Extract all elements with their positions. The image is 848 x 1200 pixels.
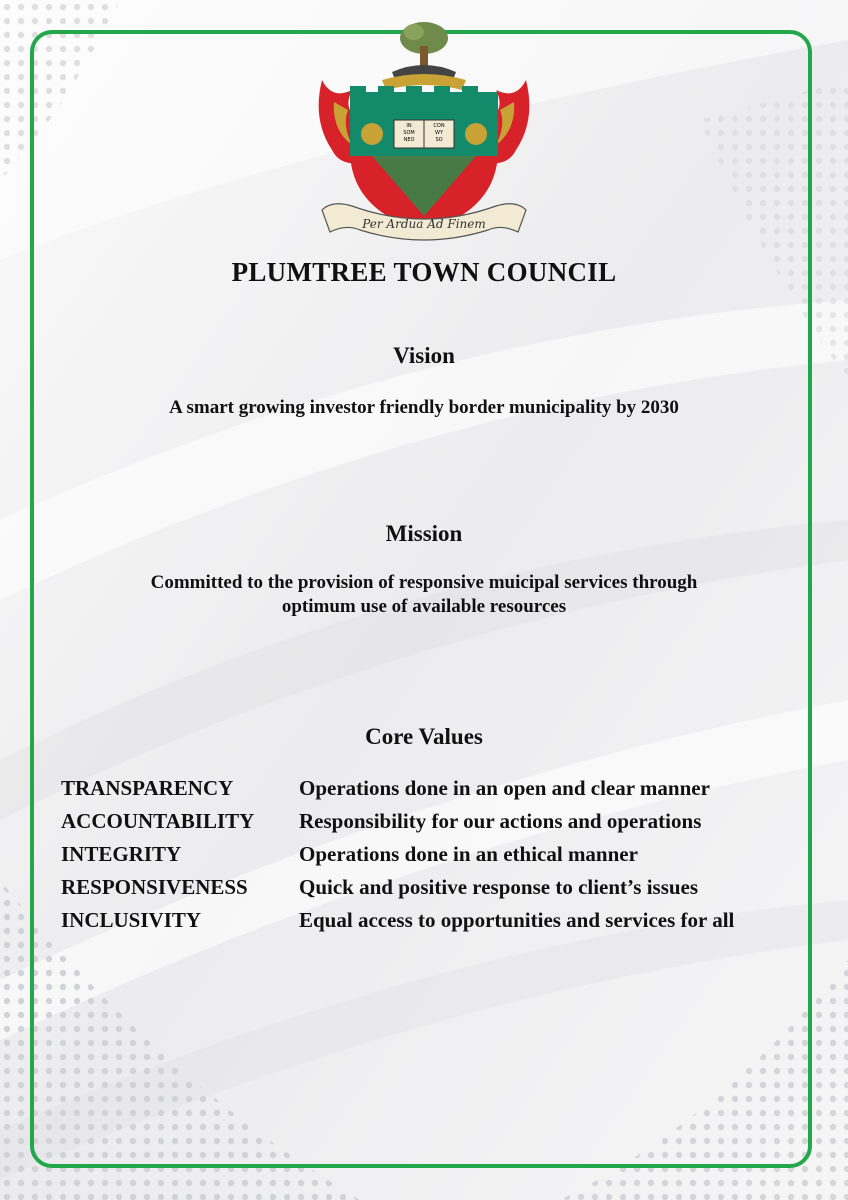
core-value-name: INCLUSIVITY	[61, 908, 202, 932]
mission-heading: Mission	[385, 521, 463, 546]
core-value-description: Operations done in an ethical manner	[299, 842, 638, 866]
core-value-description: Responsibility for our actions and operations	[299, 809, 702, 833]
crest-book-text-6: SO	[435, 137, 443, 143]
core-value-row	[61, 840, 821, 873]
crest-motto: Per Ardua Ad Finem	[362, 217, 486, 231]
core-value-row	[61, 807, 821, 840]
core-value-row	[61, 774, 821, 807]
core-values-heading: Core Values	[365, 724, 483, 749]
crest-book-text-2: SOM	[403, 130, 415, 136]
page-title: PLUMTREE TOWN COUNCIL	[231, 257, 617, 287]
core-value-name: TRANSPARENCY	[61, 776, 234, 800]
core-value-description: Operations done in an open and clear manner	[299, 776, 710, 800]
core-value-row	[61, 906, 821, 939]
core-values-list	[61, 774, 821, 939]
crest-book-text-1: IN	[406, 123, 412, 129]
core-value-row	[61, 873, 821, 906]
vision-heading: Vision	[393, 343, 455, 368]
vision-statement: A smart growing investor friendly border municipality by 2030	[169, 397, 679, 418]
core-value-description: Quick and positive response to client’s issues	[299, 875, 699, 899]
coat-of-arms-logo	[312, 10, 536, 248]
crest-book-text-3: NEO	[403, 137, 415, 143]
mission-line-2: optimum use of available resources	[281, 596, 567, 617]
core-value-name: INTEGRITY	[61, 842, 182, 866]
core-value-description: Equal access to opportunities and services for all	[299, 908, 735, 932]
crest-book-text-4: CON	[433, 123, 445, 129]
core-value-name: RESPONSIVENESS	[61, 875, 248, 899]
crest-book-text-5: WY	[435, 130, 443, 136]
mission-statement	[80, 571, 768, 619]
mission-line-1: Committed to the provision of responsive muicipal services through	[150, 572, 698, 593]
core-value-name: ACCOUNTABILITY	[61, 809, 255, 833]
